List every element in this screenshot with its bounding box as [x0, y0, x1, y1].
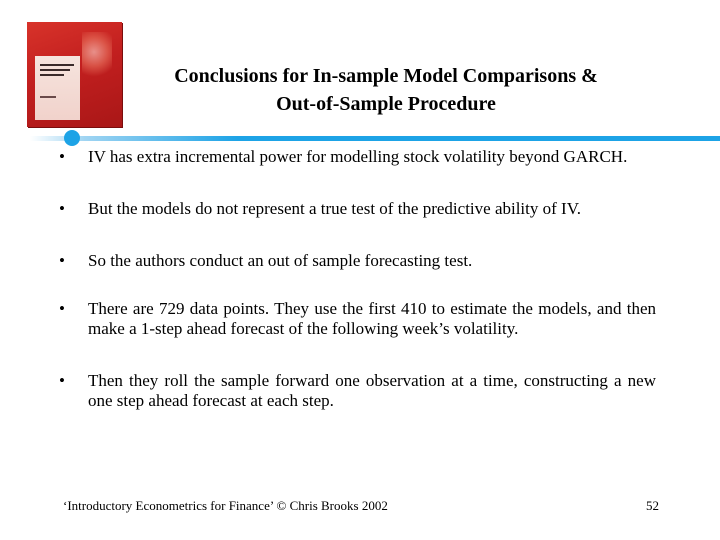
list-item — [59, 147, 656, 167]
bullet-icon: • — [59, 251, 65, 270]
title-divider — [30, 136, 720, 141]
list-item — [59, 371, 656, 411]
slide-title — [112, 62, 660, 118]
list-item — [59, 299, 656, 339]
bullet-icon: • — [59, 147, 65, 166]
bullet-text: So the authors conduct an out of sample forecasting test. — [88, 251, 473, 270]
cover-label — [35, 56, 80, 120]
page-number: 52 — [646, 498, 659, 513]
bullet-icon: • — [59, 299, 65, 318]
footer-citation: ‘Introductory Econometrics for Finance’ © Chris Brooks 2002 — [63, 498, 388, 513]
cover-art — [82, 32, 112, 82]
bullet-text: There are 729 data points. They use the first 410 to estimate the models, and then make a 1-step ahead forecast of the following week’s volatility. — [88, 299, 656, 338]
title-line-2: Out-of-Sample Procedure — [276, 93, 496, 115]
list-item — [59, 251, 656, 271]
bullet-text: IV has extra incremental power for modelling stock volatility beyond GARCH. — [88, 147, 628, 166]
divider-dot — [64, 130, 80, 146]
title-line-1: Conclusions for In-sample Model Comparisons & — [174, 65, 598, 87]
bullet-icon: • — [59, 371, 65, 390]
bullet-text: But the models do not represent a true test of the predictive ability of IV. — [88, 199, 582, 218]
bullet-text: Then they roll the sample forward one observation at a time, constructing a new one step ahead forecast at each step. — [88, 371, 656, 410]
bullet-icon: • — [59, 199, 65, 218]
list-item — [59, 199, 656, 219]
bullet-list — [59, 147, 656, 441]
book-cover-image — [27, 22, 122, 127]
